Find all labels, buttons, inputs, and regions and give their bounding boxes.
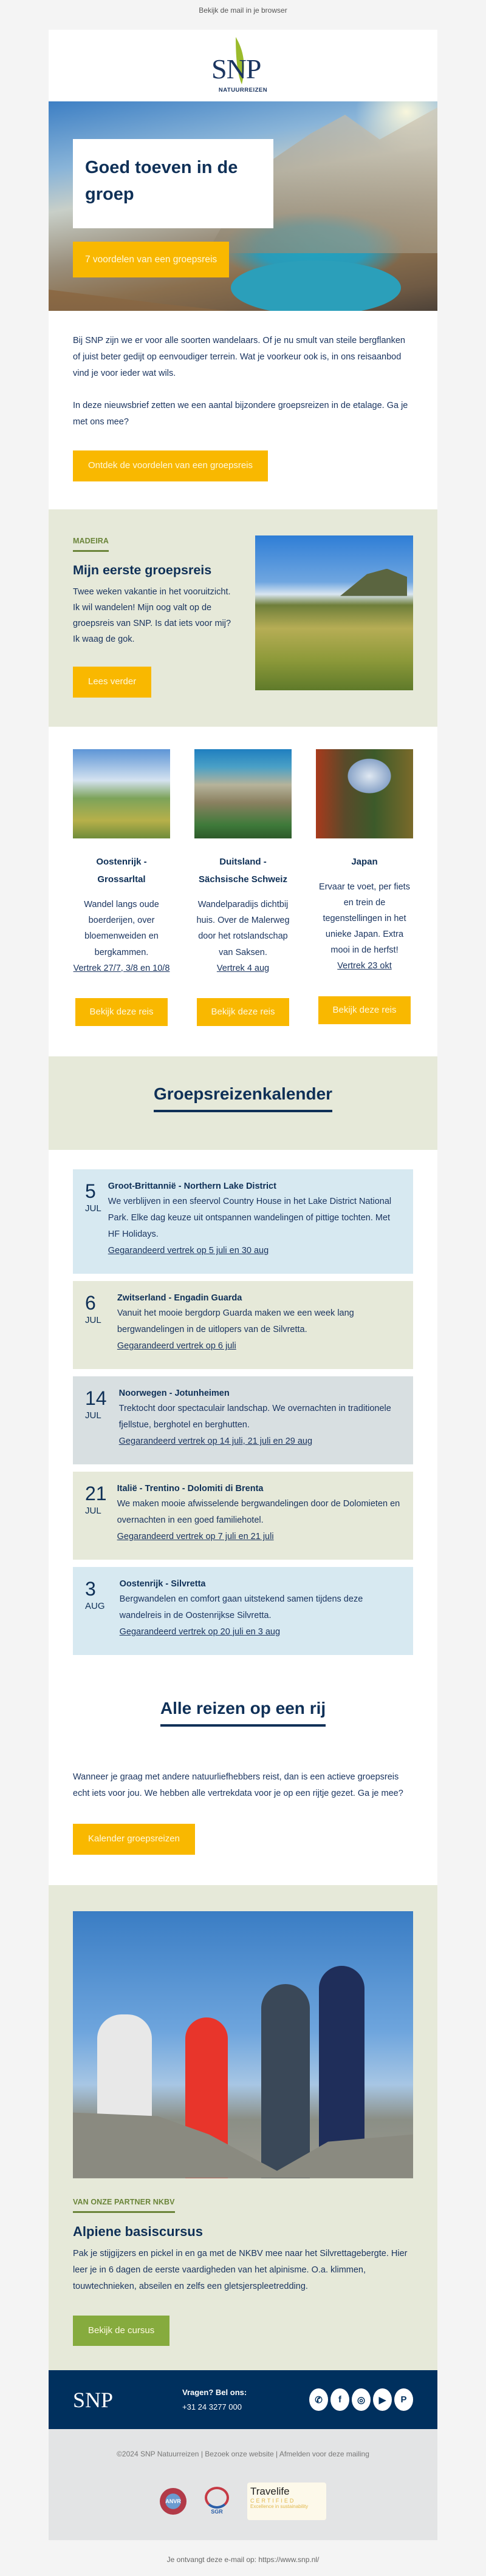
read-more-button[interactable]: Lees verder [73, 667, 151, 698]
snp-logo[interactable] [211, 37, 275, 94]
view-trip-button[interactable]: Bekijk deze reis [197, 998, 289, 1027]
trip-card-title: Duitsland - Sächsische Schweiz [199, 856, 287, 885]
trip-card-image[interactable] [73, 749, 170, 838]
logo-subtext: NATUURREIZEN [218, 87, 268, 93]
calendar-item [73, 1169, 413, 1274]
instagram-icon[interactable]: ◎ [352, 2388, 371, 2411]
trip-card-title: Oostenrijk - Grossarltal [96, 856, 147, 885]
madeira-eyebrow: MADEIRA [73, 537, 109, 552]
certification-badges [49, 2483, 437, 2520]
all-trips-title: Alle reizen op een rij [160, 1699, 326, 1727]
calendar-body [108, 1181, 401, 1259]
legal-section [49, 2429, 437, 2540]
calendar-date [85, 1181, 108, 1259]
sgr-label: SGR [211, 2509, 223, 2515]
intro-paragraph-2: In deze nieuwsbrief zetten we een aantal bijzondere groepsreizen in de etalage. Ga je met ons mee? [73, 400, 408, 427]
nkbv-image[interactable] [73, 1911, 413, 2178]
hero-lake [231, 260, 401, 311]
calendar-title: Groepsreizenkalender [154, 1084, 332, 1112]
footer-logo[interactable] [73, 2387, 182, 2413]
trip-card-departure-link[interactable]: Vertrek 23 okt [337, 961, 392, 971]
calendar-body [117, 1293, 401, 1354]
hero-title: Goed toeven in de groep [85, 158, 238, 204]
calendar-month: JUL [85, 1505, 101, 1516]
calendar-body [117, 1484, 401, 1545]
travelife-logo-icon [247, 2483, 326, 2520]
footer-contact [182, 2385, 307, 2414]
calendar-month: JUL [85, 1314, 101, 1325]
calendar-day: 6 [85, 1292, 96, 1314]
all-trips-text: Wanneer je graag met andere natuurliefhebbers reist, dan is een actieve groepsreis echt iets voor jou. We hebben alle vertrekdata voor je op een rijtje gezet. Ga je mee? [73, 1772, 403, 1798]
calendar-day: 21 [85, 1483, 107, 1505]
facebook-icon[interactable]: f [330, 2388, 349, 2411]
intro-cta-button[interactable]: Ontdek de voordelen van een groepsreis [73, 450, 268, 481]
trip-card-image[interactable] [194, 749, 292, 838]
trip-card-image[interactable] [316, 749, 413, 838]
calendar-item-text: Bergwandelen en comfort gaan uitstekend samen tijdens deze wandelreis in de Oostenrijkse Silvretta. [119, 1594, 363, 1620]
trip-card-departure-link[interactable]: Vertrek 27/7, 3/8 en 10/8 [73, 963, 170, 973]
calendar-day: 14 [85, 1387, 107, 1410]
madeira-text: Twee weken vakantie in het vooruitzicht. Ik wil wandelen! Mijn oog valt op de groepsreis van SNP. Is dat iets voor mij? Ik waag de gok. [73, 586, 231, 644]
logo-letters: SNP [211, 53, 261, 84]
travelife-certified: CERTIFIED [250, 2498, 296, 2504]
madeira-image[interactable] [255, 535, 413, 690]
phone-number[interactable]: +31 24 3277 000 [182, 2402, 242, 2411]
calendar-item-text: We verblijven in een sfeervol Country House in het Lake District National Park. Elke dag keuze uit ontspannen wandelingen of pittige tochten. Met HF Holidays. [108, 1197, 392, 1240]
calendar-item-text: We maken mooie afwisselende bergwandelingen door de Dolomieten en overnachten in een goed familiehotel. [117, 1499, 400, 1526]
calendar-date [85, 1293, 117, 1354]
contact-label: Vragen? Bel ons: [182, 2388, 247, 2398]
copyright: ©2024 SNP Natuurreizen [117, 2450, 199, 2459]
trip-card-departure-link[interactable]: Vertrek 4 aug [216, 963, 270, 973]
header [49, 30, 437, 101]
calendar-month: JUL [85, 1410, 101, 1421]
trip-card-duitsland [194, 749, 292, 1027]
calendar-list [49, 1150, 437, 1655]
nkbv-section [49, 1885, 437, 2371]
trip-card-text: Ervaar te voet, per fiets en trein de tegenstellingen in het unieke Japan. Extra mooi in de herfst! [319, 882, 410, 956]
nkbv-title: Alpiene basiscursus [73, 2223, 203, 2239]
trip-card-oostenrijk [73, 749, 170, 1027]
calendar-item-title: Groot-Brittannië - Northern Lake District [108, 1181, 276, 1192]
sgr-globe-icon [205, 2487, 229, 2509]
calendar-item-link[interactable]: Gegarandeerd vertrek op 6 juli [117, 1341, 236, 1351]
hero-banner [49, 101, 437, 311]
nkbv-eyebrow: VAN ONZE PARTNER NKBV [73, 2198, 175, 2213]
trip-card-japan [316, 749, 413, 1027]
calendar-day: 3 [85, 1578, 96, 1600]
nkbv-text: Pak je stijgijzers en pickel in en ga met de NKBV mee naar het Silvrettagebergte. Hier leer je in 6 dagen de eerste vaardigheden van het alpinisme. O.a. klimmen, touwtechnieken, abseilen en zelfs een gletsjerspleetredding. [73, 2248, 408, 2291]
madeira-content [73, 535, 233, 698]
climber-figure [261, 1984, 310, 2178]
footer [49, 2370, 437, 2429]
calendar-item-text: Vanuit het mooie bergdorp Guarda maken we een week lang bergwandelingen in de uitlopers van de Silvretta. [117, 1308, 354, 1335]
view-course-button[interactable]: Bekijk de cursus [73, 2316, 169, 2347]
calendar-item [73, 1376, 413, 1464]
calendar-item-link[interactable]: Gegarandeerd vertrek op 7 juli en 21 juli [117, 1532, 274, 1542]
calendar-body [119, 1388, 401, 1450]
all-trips-header [49, 1662, 437, 1727]
separator: | [276, 2450, 278, 2459]
top-bar [0, 0, 486, 30]
travelife-label: Travelife [250, 2486, 290, 2498]
calendar-item [73, 1472, 413, 1560]
calendar-date [85, 1579, 120, 1640]
email-container [49, 30, 437, 2540]
calendar-date [85, 1484, 117, 1545]
trip-card-text: Wandelparadijs dichtbij huis. Over de Malerweg door het rotslandschap van Saksen. [196, 900, 290, 957]
legal-line [49, 2450, 437, 2458]
madeira-section [49, 509, 437, 727]
website-link[interactable]: Bezoek onze website [205, 2450, 274, 2459]
intro-section [49, 311, 437, 509]
hero-cta-button[interactable]: 7 voordelen van een groepsreis [73, 242, 229, 277]
calendar-body [120, 1579, 401, 1640]
youtube-icon[interactable]: ▶ [373, 2388, 392, 2411]
calendar-item-link[interactable]: Gegarandeerd vertrek op 14 juli, 21 juli en 29 aug [118, 1436, 313, 1447]
view-trip-button[interactable]: Bekijk deze reis [318, 996, 411, 1025]
calendar-item-title: Noorwegen - Jotunheimen [118, 1388, 230, 1399]
anvr-logo-icon [160, 2488, 187, 2515]
calendar-item-title: Oostenrijk - Silvretta [119, 1579, 206, 1589]
travelife-tagline: Excellence in sustainability [250, 2504, 309, 2510]
anvr-label: ANVR [165, 2498, 181, 2505]
view-trip-button[interactable]: Bekijk deze reis [75, 998, 168, 1027]
madeira-title: Mijn eerste groepsreis [73, 562, 212, 577]
pinterest-icon[interactable]: P [394, 2388, 413, 2411]
unsubscribe-link[interactable]: Afmelden voor deze mailing [279, 2450, 369, 2459]
intro-paragraph-1: Bij SNP zijn we er voor alle soorten wandelaars. Of je nu smult van steile bergflanken of juist beter gedijt op eenvoudiger terrein. Wat je voorkeur ook is, in ons reisaanbod vind je voor ieder wat wils. [73, 336, 405, 378]
calendar-item-title: Italië - Trentino - Dolomiti di Brenta [117, 1484, 264, 1494]
footer-logo-text: SNP [73, 2387, 114, 2412]
calendar-item-text: Trektocht door spectaculair landschap. We overnachten in traditionele fjellstue, berghotel en berghutten. [118, 1404, 391, 1430]
trip-card-title: Japan [351, 856, 378, 867]
calendar-header [49, 1056, 437, 1150]
view-in-browser-link[interactable]: Bekijk de mail in je browser [199, 6, 287, 15]
calendar-month: AUG [85, 1600, 105, 1611]
bottom-notice: Je ontvangt deze e-mail op: https://www.snp.nl/ [166, 2555, 320, 2564]
calendar-date [85, 1388, 119, 1450]
calendar-month: JUL [85, 1203, 101, 1214]
all-trips-section [49, 1727, 437, 1885]
trip-cards [49, 727, 437, 1057]
calendar-item-link[interactable]: Gegarandeerd vertrek op 5 juli en 30 aug [108, 1246, 269, 1256]
separator: | [200, 2450, 203, 2459]
calendar-item [73, 1281, 413, 1369]
trip-card-text: Wandel langs oude boerderijen, over bloemenweiden en bergkammen. [84, 900, 159, 957]
calendar-item-title: Zwitserland - Engadin Guarda [117, 1293, 242, 1303]
calendar-item [73, 1567, 413, 1655]
social-links [309, 2388, 413, 2411]
calendar-day: 5 [85, 1180, 96, 1203]
calendar-button[interactable]: Kalender groepsreizen [73, 1824, 195, 1855]
calendar-item-link[interactable]: Gegarandeerd vertrek op 20 juli en 3 aug [119, 1626, 281, 1637]
sgr-logo-icon [204, 2487, 230, 2516]
climber-figure [319, 1966, 364, 2166]
hero-title-box [73, 139, 273, 228]
whatsapp-icon[interactable]: ✆ [309, 2388, 328, 2411]
